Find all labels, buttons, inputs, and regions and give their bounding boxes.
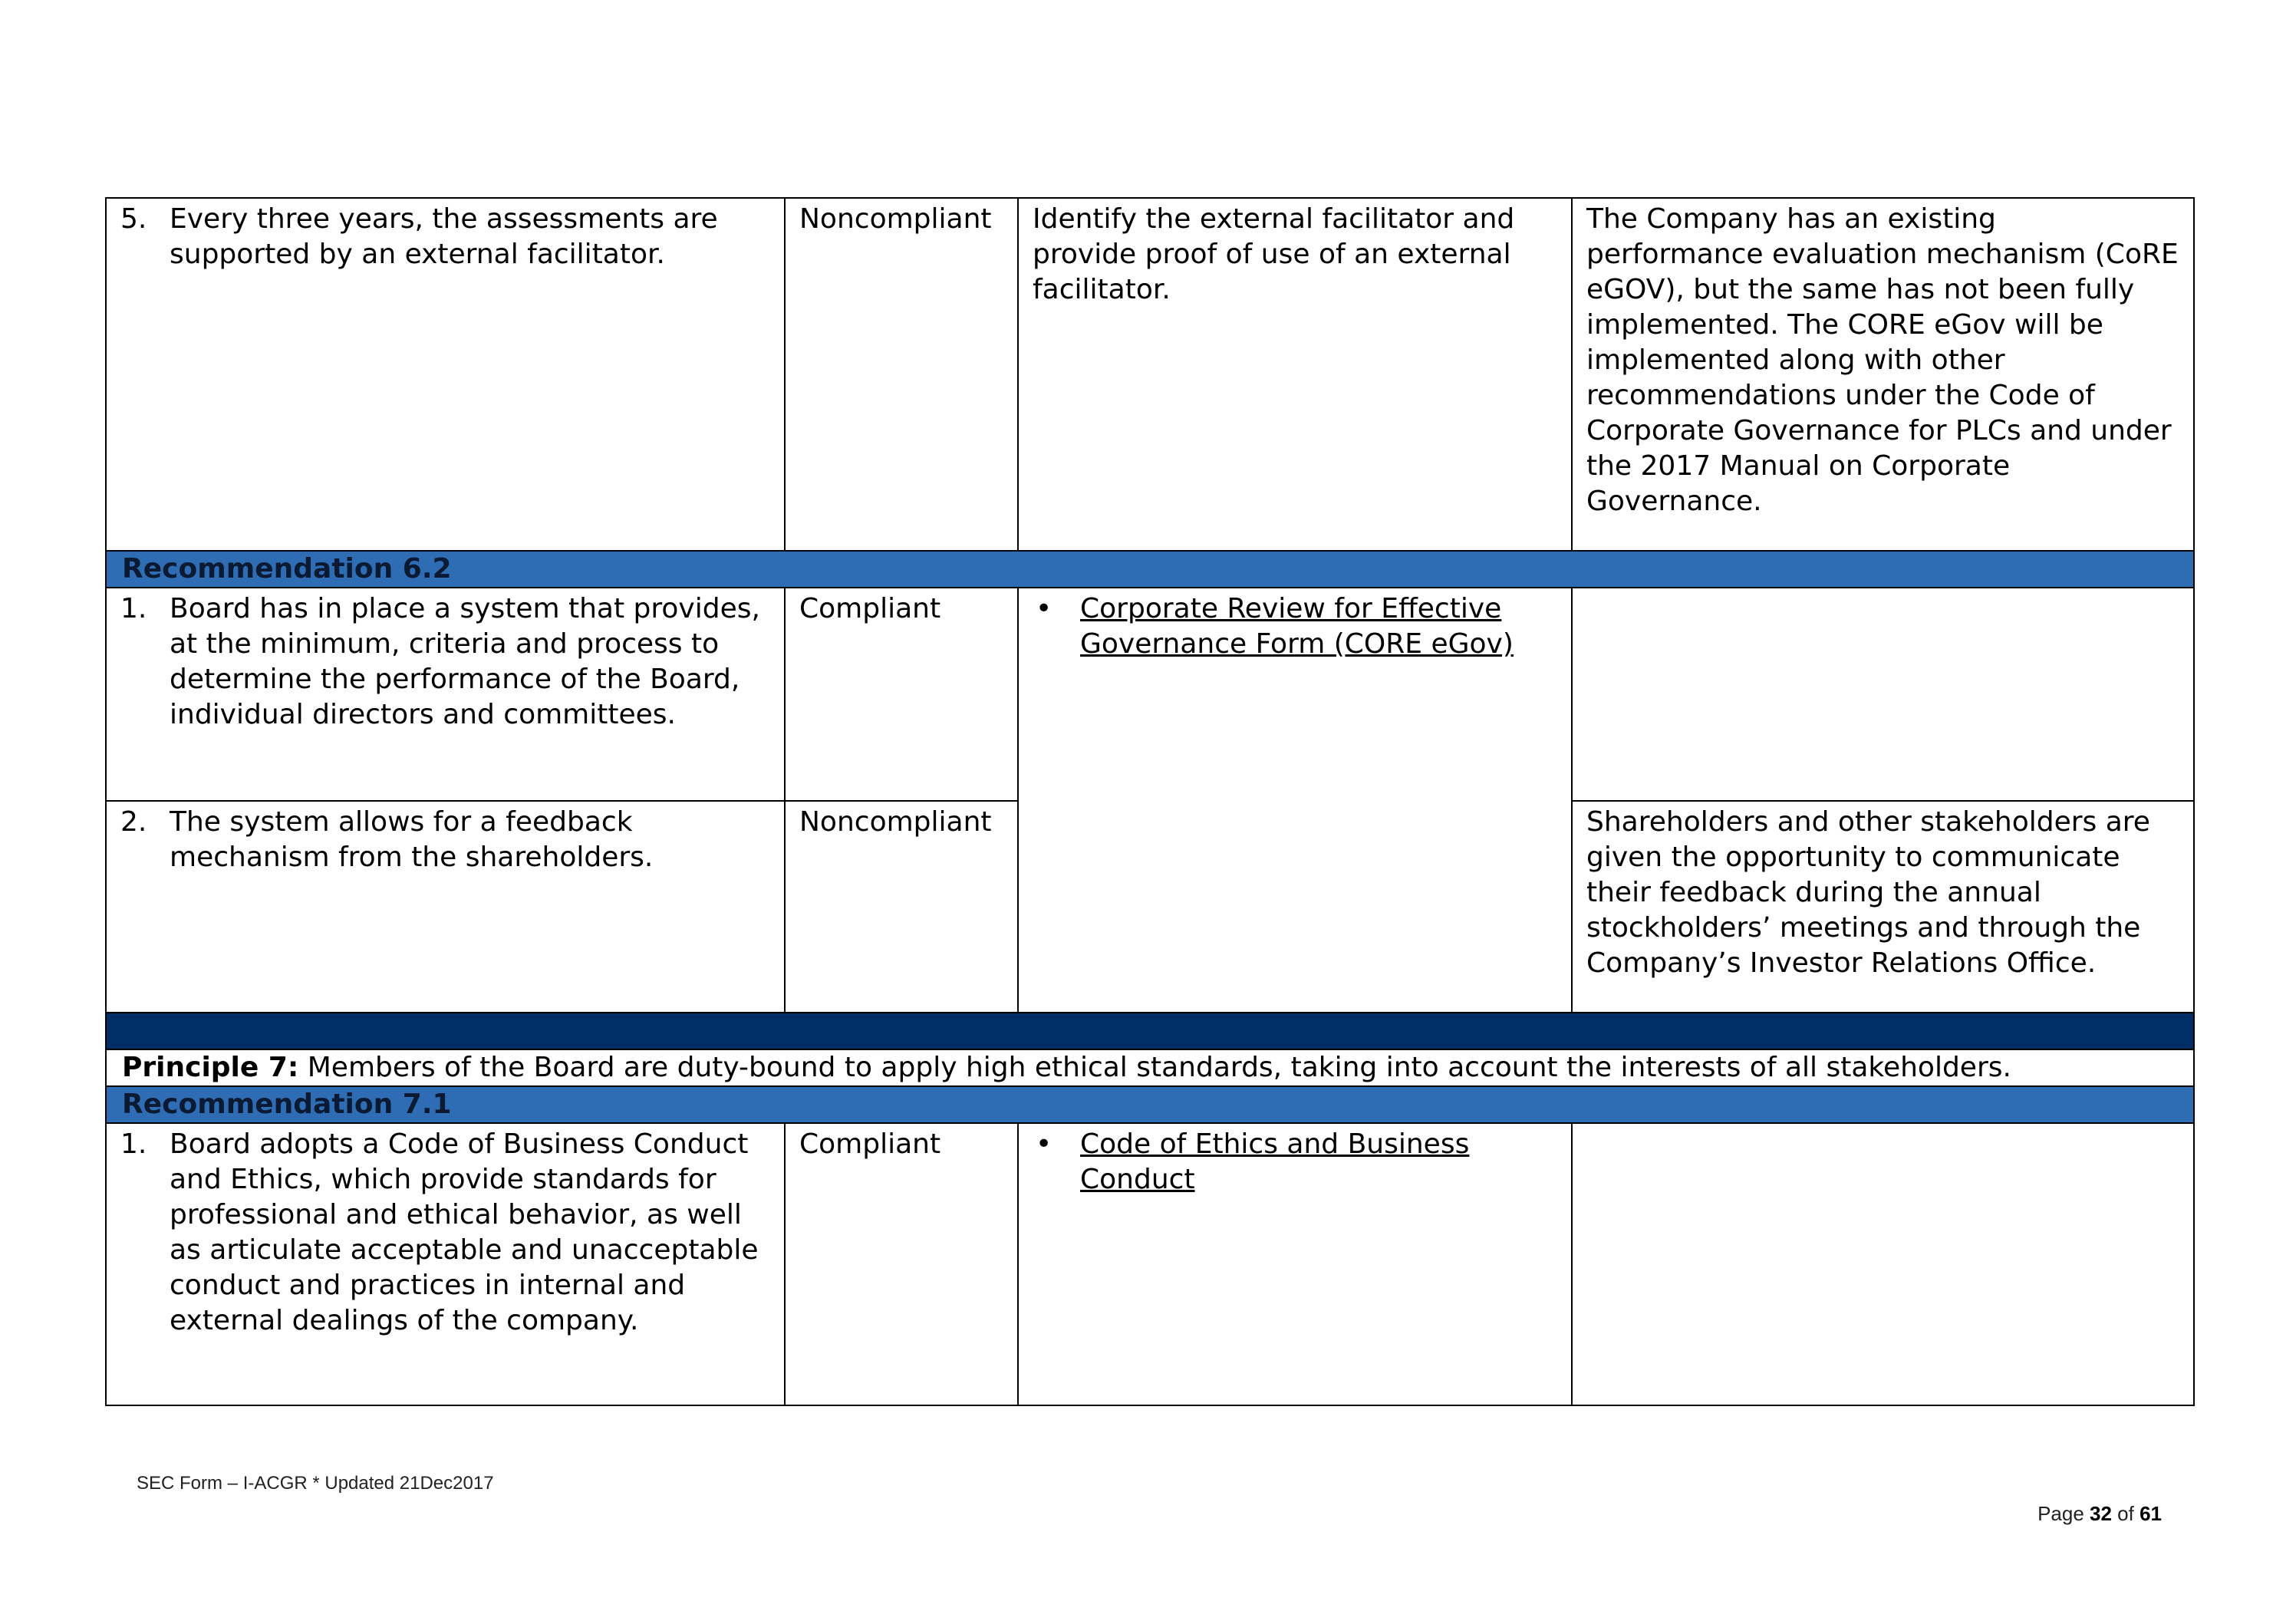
principle-text: Members of the Board are duty-bound to apply high ethical standards, taking into account the interests of all stakeholders. (298, 1052, 2011, 1083)
recommendation-cell (106, 198, 785, 551)
status-cell (785, 801, 1018, 1013)
item-number: 1. (120, 1128, 147, 1160)
recommendation-header-row (106, 1086, 2194, 1123)
compliance-status: Noncompliant (799, 806, 992, 838)
remarks-cell (1572, 198, 2194, 551)
page-number (2037, 1502, 2162, 1526)
page-current: 32 (2090, 1502, 2112, 1525)
recommendation-label: Recommendation 6.2 (106, 551, 2194, 588)
table-row (106, 198, 2194, 551)
table-row (106, 1123, 2194, 1405)
principle-label: Principle 7: (122, 1052, 299, 1083)
remarks-cell (1572, 1123, 2194, 1405)
remarks-text: Shareholders and other stakeholders are given the opportunity to communicate their feedback during the annual stockholders’ meetings and through the Company’s Investor Relations Office. (1586, 806, 2150, 979)
recommendation-cell (106, 1123, 785, 1405)
bullet-icon: • (1036, 1128, 1052, 1160)
table-row (106, 588, 2194, 801)
item-number: 2. (120, 806, 147, 838)
item-text: Board adopts a Code of Business Conduct and Ethics, which provide standards for professional and ethical behavior, as well as articulate acceptable and unacceptable conduct and practices in internal and external dealings of the company. (170, 1128, 759, 1336)
compliance-table (105, 197, 2195, 1406)
recommendation-label: Recommendation 7.1 (106, 1086, 2194, 1123)
status-cell (785, 588, 1018, 801)
remarks-text (1573, 588, 2193, 591)
explanation-cell (1018, 1123, 1572, 1405)
explanation-cell (1018, 198, 1572, 551)
remarks-cell (1572, 801, 2194, 1013)
footer-form-label: SEC Form – I-ACGR * Updated 21Dec2017 (137, 1473, 494, 1494)
page-total: 61 (2140, 1502, 2162, 1525)
page-of: of (2111, 1502, 2140, 1525)
remarks-text: The Company has an existing performance evaluation mechanism (CoRE eGOV), but the same has not been fully implemented. The CORE eGov will be implemented along with other recommendations under the Code of Corporate Governance for PLCs and under the 2017 Manual on Corporate Governance. (1586, 203, 2179, 517)
recommendation-cell (106, 801, 785, 1013)
item-number: 1. (120, 593, 147, 624)
item-text: The system allows for a feedback mechanism from the shareholders. (170, 806, 654, 873)
compliance-status: Noncompliant (799, 203, 992, 235)
document-link[interactable]: Corporate Review for Effective Governance Form (CORE eGov) (1080, 593, 1514, 660)
recommendation-cell (106, 588, 785, 801)
item-number: 5. (120, 203, 147, 235)
recommendation-header-row (106, 551, 2194, 588)
status-cell (785, 1123, 1018, 1405)
principle-row (106, 1049, 2194, 1086)
bullet-icon: • (1036, 593, 1052, 624)
status-cell (785, 198, 1018, 551)
compliance-status: Compliant (799, 1128, 941, 1160)
document-link[interactable]: Code of Ethics and Business Conduct (1080, 1128, 1470, 1195)
compliance-status: Compliant (799, 593, 941, 624)
principle-statement (106, 1049, 2194, 1086)
explanation-text: Identify the external facilitator and provide proof of use of an external facilitator. (1033, 203, 1515, 305)
remarks-cell (1572, 588, 2194, 801)
remarks-text (1573, 1124, 2193, 1127)
principle-band (106, 1013, 2194, 1049)
item-text: Every three years, the assessments are supported by an external facilitator. (170, 203, 718, 270)
item-text: Board has in place a system that provides, at the minimum, criteria and process to determine the performance of the Board, individual directors and committees. (170, 593, 760, 730)
principle-band-row (106, 1013, 2194, 1049)
page-prefix: Page (2037, 1502, 2090, 1525)
explanation-cell (1018, 588, 1572, 1013)
